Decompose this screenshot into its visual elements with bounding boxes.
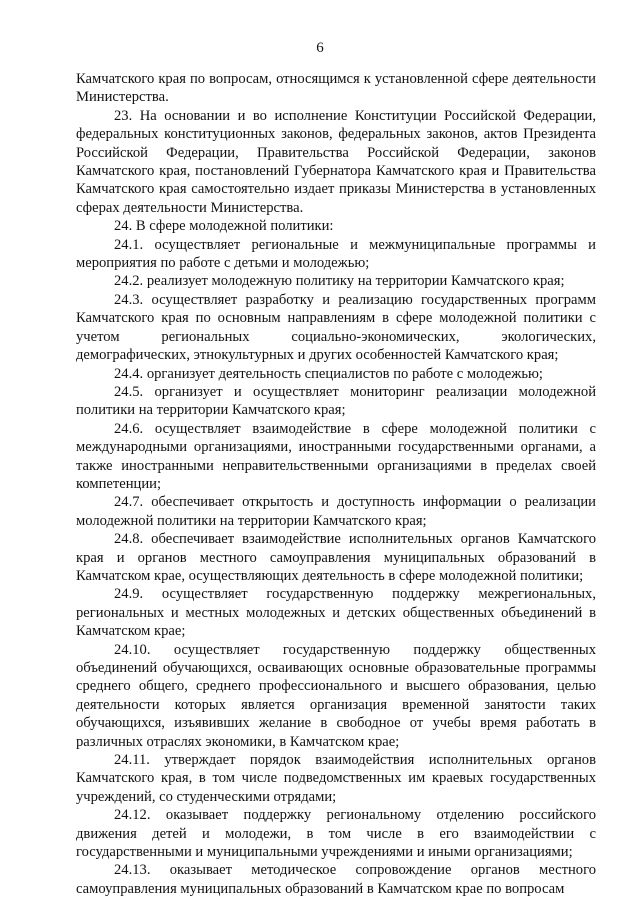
paragraph-24-8: 24.8. обеспечивает взаимодействие исполнительных органов Камчатского края и органов местного самоуправления муниципальных образований в Камчатском крае, осуществляющих деятельность в сфере молодежной политики; [76,531,596,584]
paragraph-24-11: 24.11. утверждает порядок взаимодействия исполнительных органов Камчатского края, в том числе подведомственных им краевых государственных учреждений, со студенческими отрядами; [76,752,596,805]
paragraph-24-3: 24.3. осуществляет разработку и реализацию государственных программ Камчатского края по основным направлениям в сфере молодежной политики с учетом региональных социально-экономических, экологических, демографических, этнокультурных и других особенностей Камчатского края; [76,291,596,364]
paragraph-24-5: 24.5. организует и осуществляет мониторинг реализации молодежной политики на территории Камчатского края; [76,383,596,419]
paragraph-24-10: 24.10. осуществляет государственную поддержку общественных объединений обучающихся, осваивающих основные образовательные программы среднего общего, среднего профессионального и высшего образования, целью деятельности которых является организация временной занятости таких обучающихся, изъявивших желание в свободное от учебы время работать в различных отраслях экономики, в Камчатском крае; [76,641,596,750]
paragraph-23: 23. На основании и во исполнение Конституции Российской Федерации, федеральных конституционных законов, федеральных законов, актов Президента Российской Федерации, Правительства Российской Федерации, законов Камчатского края, постановлений Губернатора Камчатского края и Правительства Камчатского края самостоятельно издает приказы Министерства в установленных сферах деятельности Министерства. [76,107,596,216]
paragraph-24-2: 24.2. реализует молодежную политику на территории Камчатского края; [114,273,565,290]
document-body [76,70,596,898]
paragraph-24-1: 24.1. осуществляет региональные и межмуниципальные программы и мероприятия по работе с детьми и молодежью; [76,236,596,272]
paragraph-24-9: 24.9. осуществляет государственную поддержку межрегиональных, региональных и местных молодежных и детских общественных объединений в Камчатском крае; [76,586,596,640]
paragraph-24-12: 24.12. оказывает поддержку региональному отделению российского движения детей и молодежи, в том числе в его взаимодействии с государственными и муниципальными учреждениями и иными организациями; [76,807,596,861]
paragraph-continuation: Камчатского края по вопросам, относящимся к установленной сфере деятельности Министерства. [76,71,596,106]
page-number: 6 [316,40,324,56]
paragraph-24-6: 24.6. осуществляет взаимодействие в сфере молодежной политики с международными организациями, иностранными государственными органами, а также иностранными неправительственными организациями в пределах своей компетенции; [76,420,596,492]
paragraph-24: 24. В сфере молодежной политики: [114,218,334,235]
paragraph-24-4: 24.4. организует деятельность специалистов по работе с молодежью; [114,365,543,382]
paragraph-24-13: 24.13. оказывает методическое сопровождение органов местного самоуправления муниципальных образований в Камчатском крае по вопросам [76,862,596,897]
paragraph-24-7: 24.7. обеспечивает открытость и доступность информации о реализации молодежной политики на территории Камчатского края; [76,494,596,529]
